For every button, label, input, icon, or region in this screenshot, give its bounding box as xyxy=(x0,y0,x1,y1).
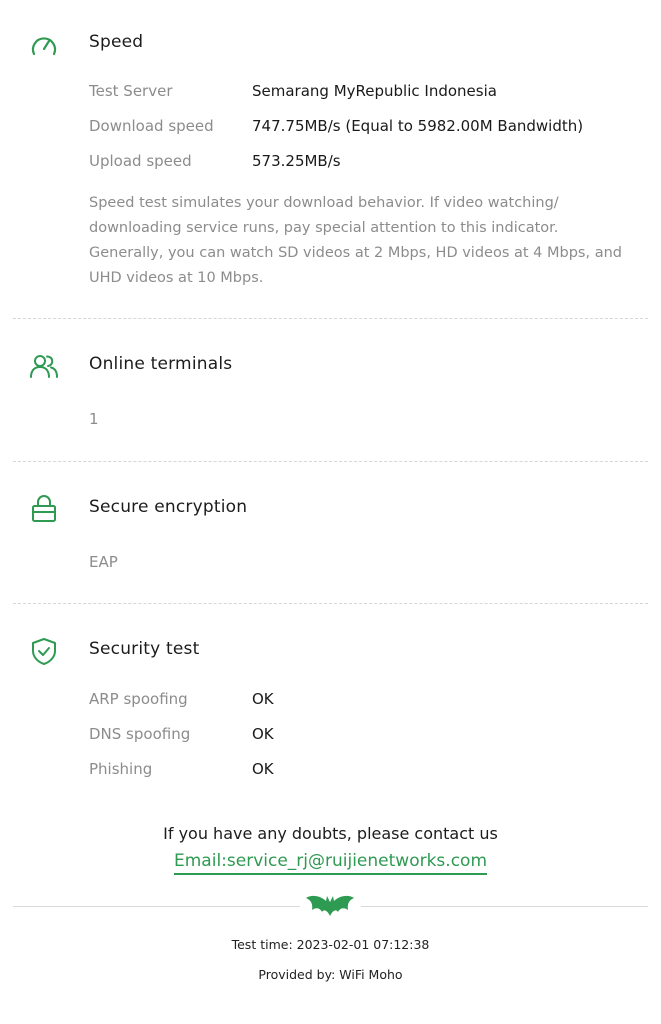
row-label: Test Server xyxy=(89,82,173,100)
footer-divider-right xyxy=(361,906,648,907)
speed-description: Speed test simulates your download behavior. If video watching/ downloading service runs, pay special attention to this indicator. Generally, you can watch SD videos at 2 Mbps, HD videos at 4 Mbps, and UHD videos at 10 Mbps. xyxy=(89,195,622,286)
footer-divider-left xyxy=(13,906,300,907)
row-label: Download speed xyxy=(89,117,214,135)
contact-email-link[interactable]: Email:service_rj@ruijienetworks.com xyxy=(174,851,487,875)
row-value: OK xyxy=(252,760,274,778)
encryption-title: Secure encryption xyxy=(89,497,248,517)
security-title: Security test xyxy=(89,639,200,659)
terminals-title: Online terminals xyxy=(89,354,233,374)
row-value: Semarang MyRepublic Indonesia xyxy=(252,82,497,100)
row-value: OK xyxy=(252,690,274,708)
contact-prompt: If you have any doubts, please contact us xyxy=(163,824,498,843)
row-label: Phishing xyxy=(89,760,153,778)
footer-provided-by: Provided by: WiFi Moho xyxy=(258,967,403,982)
row-value: OK xyxy=(252,725,274,743)
contact-email-wrap xyxy=(0,851,661,875)
encryption-value: EAP xyxy=(89,553,118,571)
users-icon xyxy=(29,351,59,381)
footer-test-time: Test time: 2023-02-01 07:12:38 xyxy=(231,937,430,952)
speed-title: Speed xyxy=(89,32,144,52)
section-divider xyxy=(13,603,648,604)
row-label: ARP spoofing xyxy=(89,690,188,708)
shield-check-icon xyxy=(29,636,59,666)
row-label: DNS spoofing xyxy=(89,725,191,743)
row-label: Upload speed xyxy=(89,152,192,170)
row-value: 573.25MB/s xyxy=(252,152,341,170)
terminals-count: 1 xyxy=(89,410,99,428)
bat-logo-icon xyxy=(306,892,354,920)
lock-icon xyxy=(29,494,59,524)
section-divider xyxy=(13,461,648,462)
row-value: 747.75MB/s (Equal to 5982.00M Bandwidth) xyxy=(252,117,584,135)
speedometer-icon xyxy=(29,30,59,60)
section-divider xyxy=(13,318,648,319)
